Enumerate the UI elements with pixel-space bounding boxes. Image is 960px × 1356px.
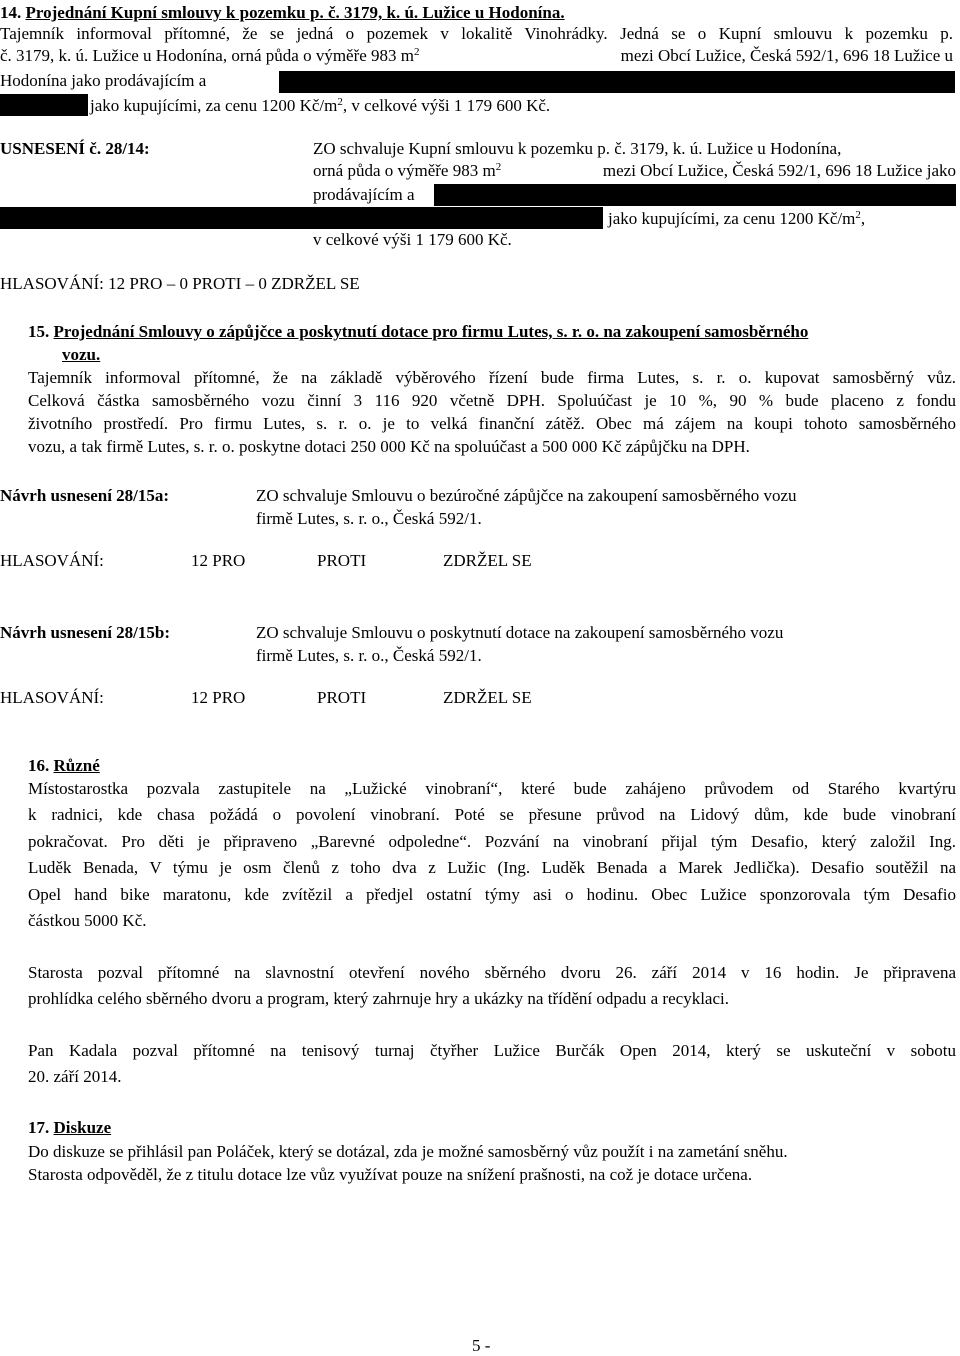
proposal-28-15a-label: Návrh usnesení 28/15a: — [0, 486, 170, 505]
vote-28-15a-label: HLASOVÁNÍ: — [0, 551, 104, 570]
s14-line-4: jako kupujícími, za cenu 1200 $Kč/m^2$, v celkové výši 1 179 600 Kč. — [90, 96, 551, 115]
s15-line-2: Celková částka samosběrného vozu činní 3 116 920 včetně DPH. Spoluúčast je 10 %, 90 % bude placeno z fondu — [28, 391, 956, 410]
redaction-bar — [0, 207, 603, 229]
proposal-28-15b-label: Návrh usnesení 28/15b: — [0, 623, 171, 642]
proposal-28-15b-line-1: ZO schvaluje Smlouvu o poskytnutí dotace na zakoupení samosběrného vozu — [256, 623, 784, 642]
s17-line-2: Starosta odpověděl, že z titulu dotace lze vůz využívat pouze na snížení prašnosti, na což je dotace určena. — [28, 1165, 753, 1184]
section-15-heading-cont: vozu. — [62, 345, 101, 364]
redaction-bar — [279, 71, 955, 93]
s14-line-1: Tajemník informoval přítomné, že se jedná o pozemek v lokalitě Vinohrádky. Jedná se o Kupní smlouvu k pozemku p. — [0, 24, 953, 43]
res-line-1: ZO schvaluje Kupní smlouvu k pozemku p. č. 3179, k. ú. Lužice u Hodonína, — [313, 139, 842, 158]
s16-p1-line-2: k radnici, kde chasa požádá o povolení vinobraní. Poté se přesune průvod na Lidový dům, kde bude vinobraní — [28, 805, 956, 824]
s14-line-2: č. 3179, k. ú. Lužice u Hodonína, orná půda o výměře 983 $m^2$ mezi Obcí Lužice, Česká 592/1, 696 18 Lužice u — [0, 46, 953, 65]
section-16-number: 16. — [28, 756, 50, 775]
vote-28-15b-proti: PROTI — [317, 688, 367, 707]
section-17-heading: Diskuze — [53, 1118, 112, 1137]
res-line-4: jako kupujícími, za cenu 1200 $Kč/m^2$, — [608, 209, 866, 228]
section-17-number: 17. — [28, 1118, 50, 1137]
s16-p3-line-1: Pan Kadala pozval přítomné na tenisový turnaj čtyřher Lužice Burčák Open 2014, který se uskuteční v sobotu — [28, 1041, 956, 1060]
s14-vote: HLASOVÁNÍ: 12 PRO – 0 PROTI – 0 ZDRŽEL SE — [0, 274, 360, 293]
s16-p1-line-1: Místostarostka pozvala zastupitele na „Lužické vinobraní“, které bude zahájeno průvodem od Starého kvartýru — [28, 779, 956, 798]
res-line-3: prodávajícím a — [313, 185, 415, 204]
section-14-heading: Projednání Kupní smlouvy k pozemku p. č. 3179, k. ú. Lužice u Hodonína. — [25, 3, 565, 22]
resolution-28-14-label: USNESENÍ č. 28/14: — [0, 139, 150, 158]
redaction-bar — [0, 94, 88, 116]
redaction-bar — [434, 184, 956, 206]
s15-line-1: Tajemník informoval přítomné, že na základě výběrového řízení bude firma Lutes, s. r. o. kupovat samosběrný vůz. — [28, 368, 956, 387]
proposal-28-15a-line-1: ZO schvaluje Smlouvu o bezúročné zápůjčce na zakoupení samosběrného vozu — [256, 486, 797, 505]
vote-28-15b-zdrzel: ZDRŽEL SE — [443, 688, 532, 707]
s16-p1-line-6: částkou 5000 Kč. — [28, 911, 147, 930]
section-14-number: 14. — [0, 3, 22, 22]
section-15-title — [28, 321, 808, 342]
s15-line-3: životního prostředí. Pro firmu Lutes, s. r. o. je to velká finanční zátěž. Obec má zájem na koupi tohoto samosběrného — [28, 414, 956, 433]
section-16-title — [28, 755, 100, 776]
section-16-heading: Různé — [53, 756, 100, 775]
section-17-title — [28, 1117, 111, 1138]
vote-28-15a-proti: PROTI — [317, 551, 367, 570]
section-15-heading: Projednání Smlouvy o zápůjčce a poskytnutí dotace pro firmu Lutes, s. r. o. na zakoupení samosběrného — [53, 322, 809, 341]
s15-line-4: vozu, a tak firmě Lutes, s. r. o. poskytne dotaci 250 000 Kč na spoluúčast a 500 000 Kč zápůjčku na DPH. — [28, 437, 750, 456]
section-15-number: 15. — [28, 322, 50, 341]
s16-p2-line-1: Starosta pozval přítomné na slavnostní otevření nového sběrného dvoru 26. září 2014 v 16 hodin. Je připravena — [28, 963, 956, 982]
res-line-2: orná půda o výměře 983 $m^2$ mezi Obcí Lužice, Česká 592/1, 696 18 Lužice jako — [313, 161, 956, 180]
vote-28-15b-pro: 12 PRO — [191, 688, 246, 707]
s16-p1-line-3: pokračovat. Pro děti je připraveno „Barevné odpoledne“. Pozvání na vinobraní přijal tým Desafio, který založil Ing. — [28, 832, 956, 851]
proposal-28-15b-line-2: firmě Lutes, s. r. o., Česká 592/1. — [256, 646, 482, 665]
s16-p1-line-5: Opel hand bike maratonu, kde zvítězil a předjel ostatní týmy asi o hodinu. Obec Lužice sponzorovala tým Desafio — [28, 885, 956, 904]
s14-line-3: Hodonína jako prodávajícím a — [0, 71, 207, 90]
res-line-5: v celkové výši 1 179 600 Kč. — [313, 230, 512, 249]
section-14-title — [0, 2, 565, 23]
s16-p3-line-2: 20. září 2014. — [28, 1067, 122, 1086]
vote-28-15a-pro: 12 PRO — [191, 551, 246, 570]
page-number: 5 - — [472, 1336, 491, 1355]
vote-28-15b-label: HLASOVÁNÍ: — [0, 688, 104, 707]
proposal-28-15a-line-2: firmě Lutes, s. r. o., Česká 592/1. — [256, 509, 482, 528]
s17-line-1: Do diskuze se přihlásil pan Poláček, který se dotázal, zda je možné samosběrný vůz použít i na zametání sněhu. — [28, 1142, 788, 1161]
s16-p2-line-2: prohlídka celého sběrného dvoru a program, který zahrnuje hry a ukázky na třídění odpadu a recyklaci. — [28, 989, 729, 1008]
vote-28-15a-zdrzel: ZDRŽEL SE — [443, 551, 532, 570]
s16-p1-line-4: Luděk Benada, V týmu je osm členů z toho dva z Lužic (Ing. Luděk Benada a Marek Jedlička). Desafio soutěžil na — [28, 858, 956, 877]
